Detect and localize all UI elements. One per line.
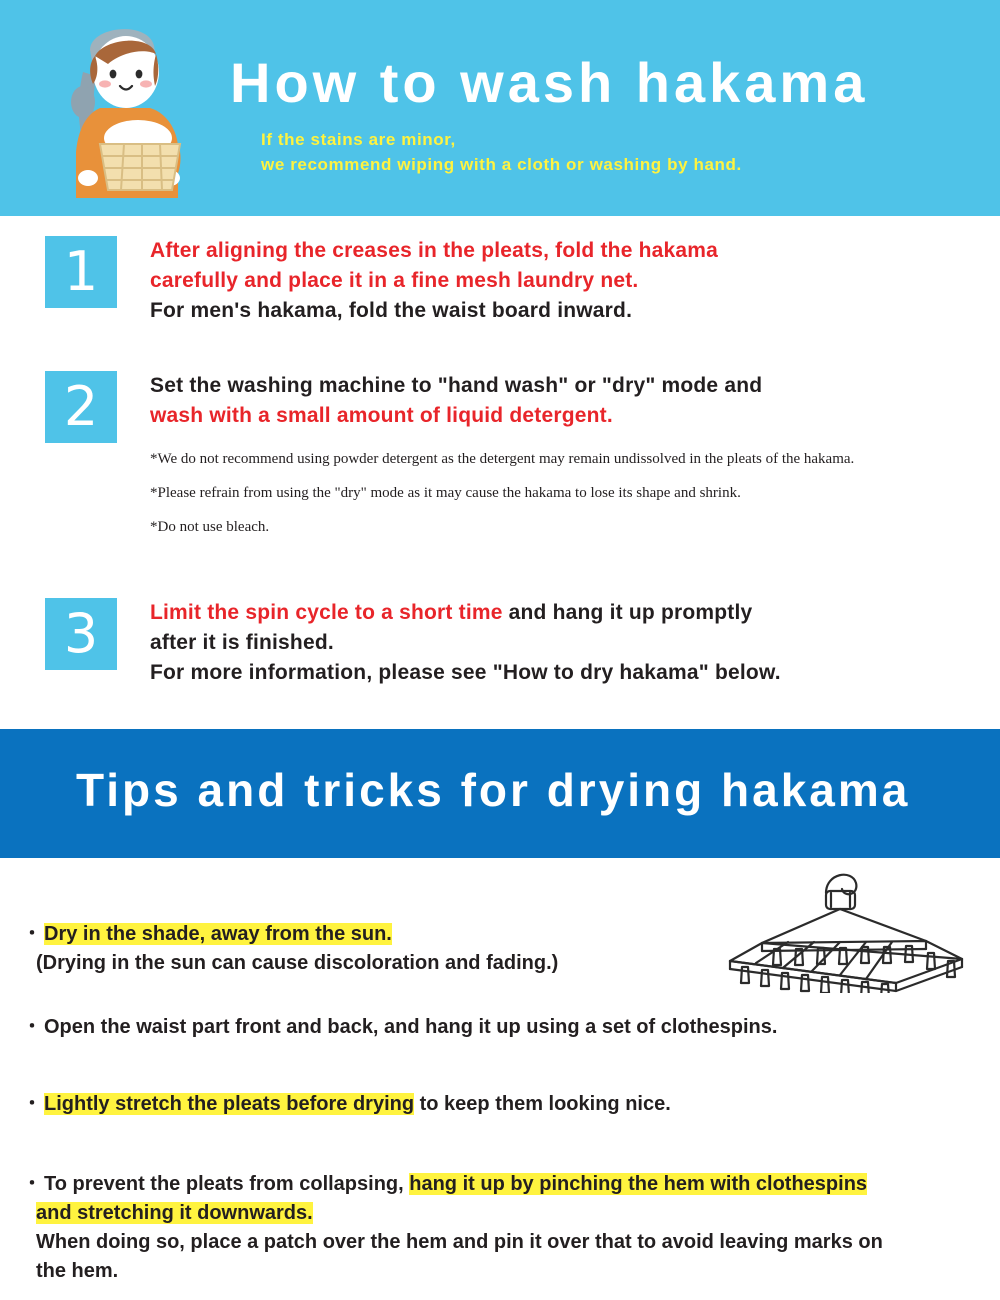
- step-3-body: [150, 598, 980, 687]
- tip-2-line1: [22, 1013, 972, 1042]
- tip-4-line2: [36, 1199, 972, 1228]
- drying-tips-section: [0, 858, 1000, 1300]
- tip-2-bullet: ・: [22, 1016, 42, 1038]
- tip-2-text: Open the waist part front and back, and hang it up using a set of clothespins.: [44, 1016, 778, 1038]
- page-subtitle-line2: we recommend wiping with a cloth or washing by hand.: [261, 154, 742, 174]
- tip-3-line1: [22, 1090, 972, 1119]
- step-2-body: [150, 371, 980, 537]
- tip-item-2: [22, 1013, 972, 1042]
- step-2-note-2: *Please refrain from using the "dry" mode as it may cause the hakama to lose its shape and shrink.: [150, 484, 741, 501]
- step-1-line1: After aligning the creases in the pleats, fold the hakama: [150, 239, 719, 262]
- tip-1-line2: (Drying in the sun can cause discoloration and fading.): [36, 952, 559, 974]
- step-2-line2: wash with a small amount of liquid detergent.: [150, 403, 613, 427]
- step-2-line1: Set the washing machine to "hand wash" or "dry" mode and: [150, 374, 763, 397]
- drying-tips-band: [0, 729, 1000, 858]
- step-1-body: [150, 236, 980, 325]
- tip-4-line3: When doing so, place a patch over the hem and pin it over that to avoid leaving marks on: [36, 1231, 883, 1253]
- tip-1-line1: [22, 920, 972, 949]
- drying-tips-title: Tips and tricks for drying hakama: [76, 764, 911, 816]
- tip-3-text: to keep them looking nice.: [414, 1093, 671, 1115]
- tip-1-bullet: ・: [22, 923, 42, 945]
- tip-4-line4: the hem.: [36, 1260, 119, 1282]
- step-3-line1: [150, 598, 980, 628]
- step-2-number: 2: [45, 371, 117, 443]
- tip-3-bullet: ・: [22, 1093, 42, 1115]
- step-2-note-1: *We do not recommend using powder detergent as the detergent may remain undissolved in the pleats of the hakama.: [150, 450, 855, 467]
- step-1-line3: For men's hakama, fold the waist board inward.: [150, 298, 633, 322]
- tip-item-3: [22, 1090, 972, 1119]
- tip-3-highlight: Lightly stretch the pleats before drying: [44, 1093, 415, 1115]
- step-3-line1-rest: and hang it up promptly: [502, 601, 753, 624]
- step-3-line1-highlight: Limit the spin cycle to a short time: [150, 601, 503, 624]
- page-subtitle: [261, 128, 742, 177]
- woman-with-laundry-basket-icon: [38, 10, 228, 210]
- page-header: [0, 0, 1000, 216]
- tip-4-line1: [22, 1170, 972, 1199]
- step-2-note-3: *Do not use bleach.: [150, 519, 270, 536]
- page-title: How to wash hakama: [230, 51, 869, 114]
- step-3-line3: For more information, please see "How to dry hakama" below.: [150, 660, 781, 684]
- tip-4-bullet: ・: [22, 1173, 42, 1195]
- tip-4-highlight-1: hang it up by pinching the hem with clothespins: [409, 1173, 868, 1195]
- page-subtitle-line1: If the stains are minor,: [261, 130, 456, 149]
- tip-item-4: [22, 1170, 972, 1286]
- step-1-line2: carefully and place it in a fine mesh laundry net.: [150, 268, 639, 292]
- step-3-number: 3: [45, 598, 117, 670]
- tip-1-highlight: Dry in the shade, away from the sun.: [44, 923, 392, 945]
- step-1-number: 1: [45, 236, 117, 308]
- steps-section: [0, 216, 1000, 729]
- step-3-line2: after it is finished.: [150, 630, 334, 654]
- tip-item-1: [22, 920, 972, 978]
- tip-4-highlight-2: and stretching it downwards.: [36, 1202, 313, 1224]
- tip-4-text: To prevent the pleats from collapsing,: [44, 1173, 410, 1195]
